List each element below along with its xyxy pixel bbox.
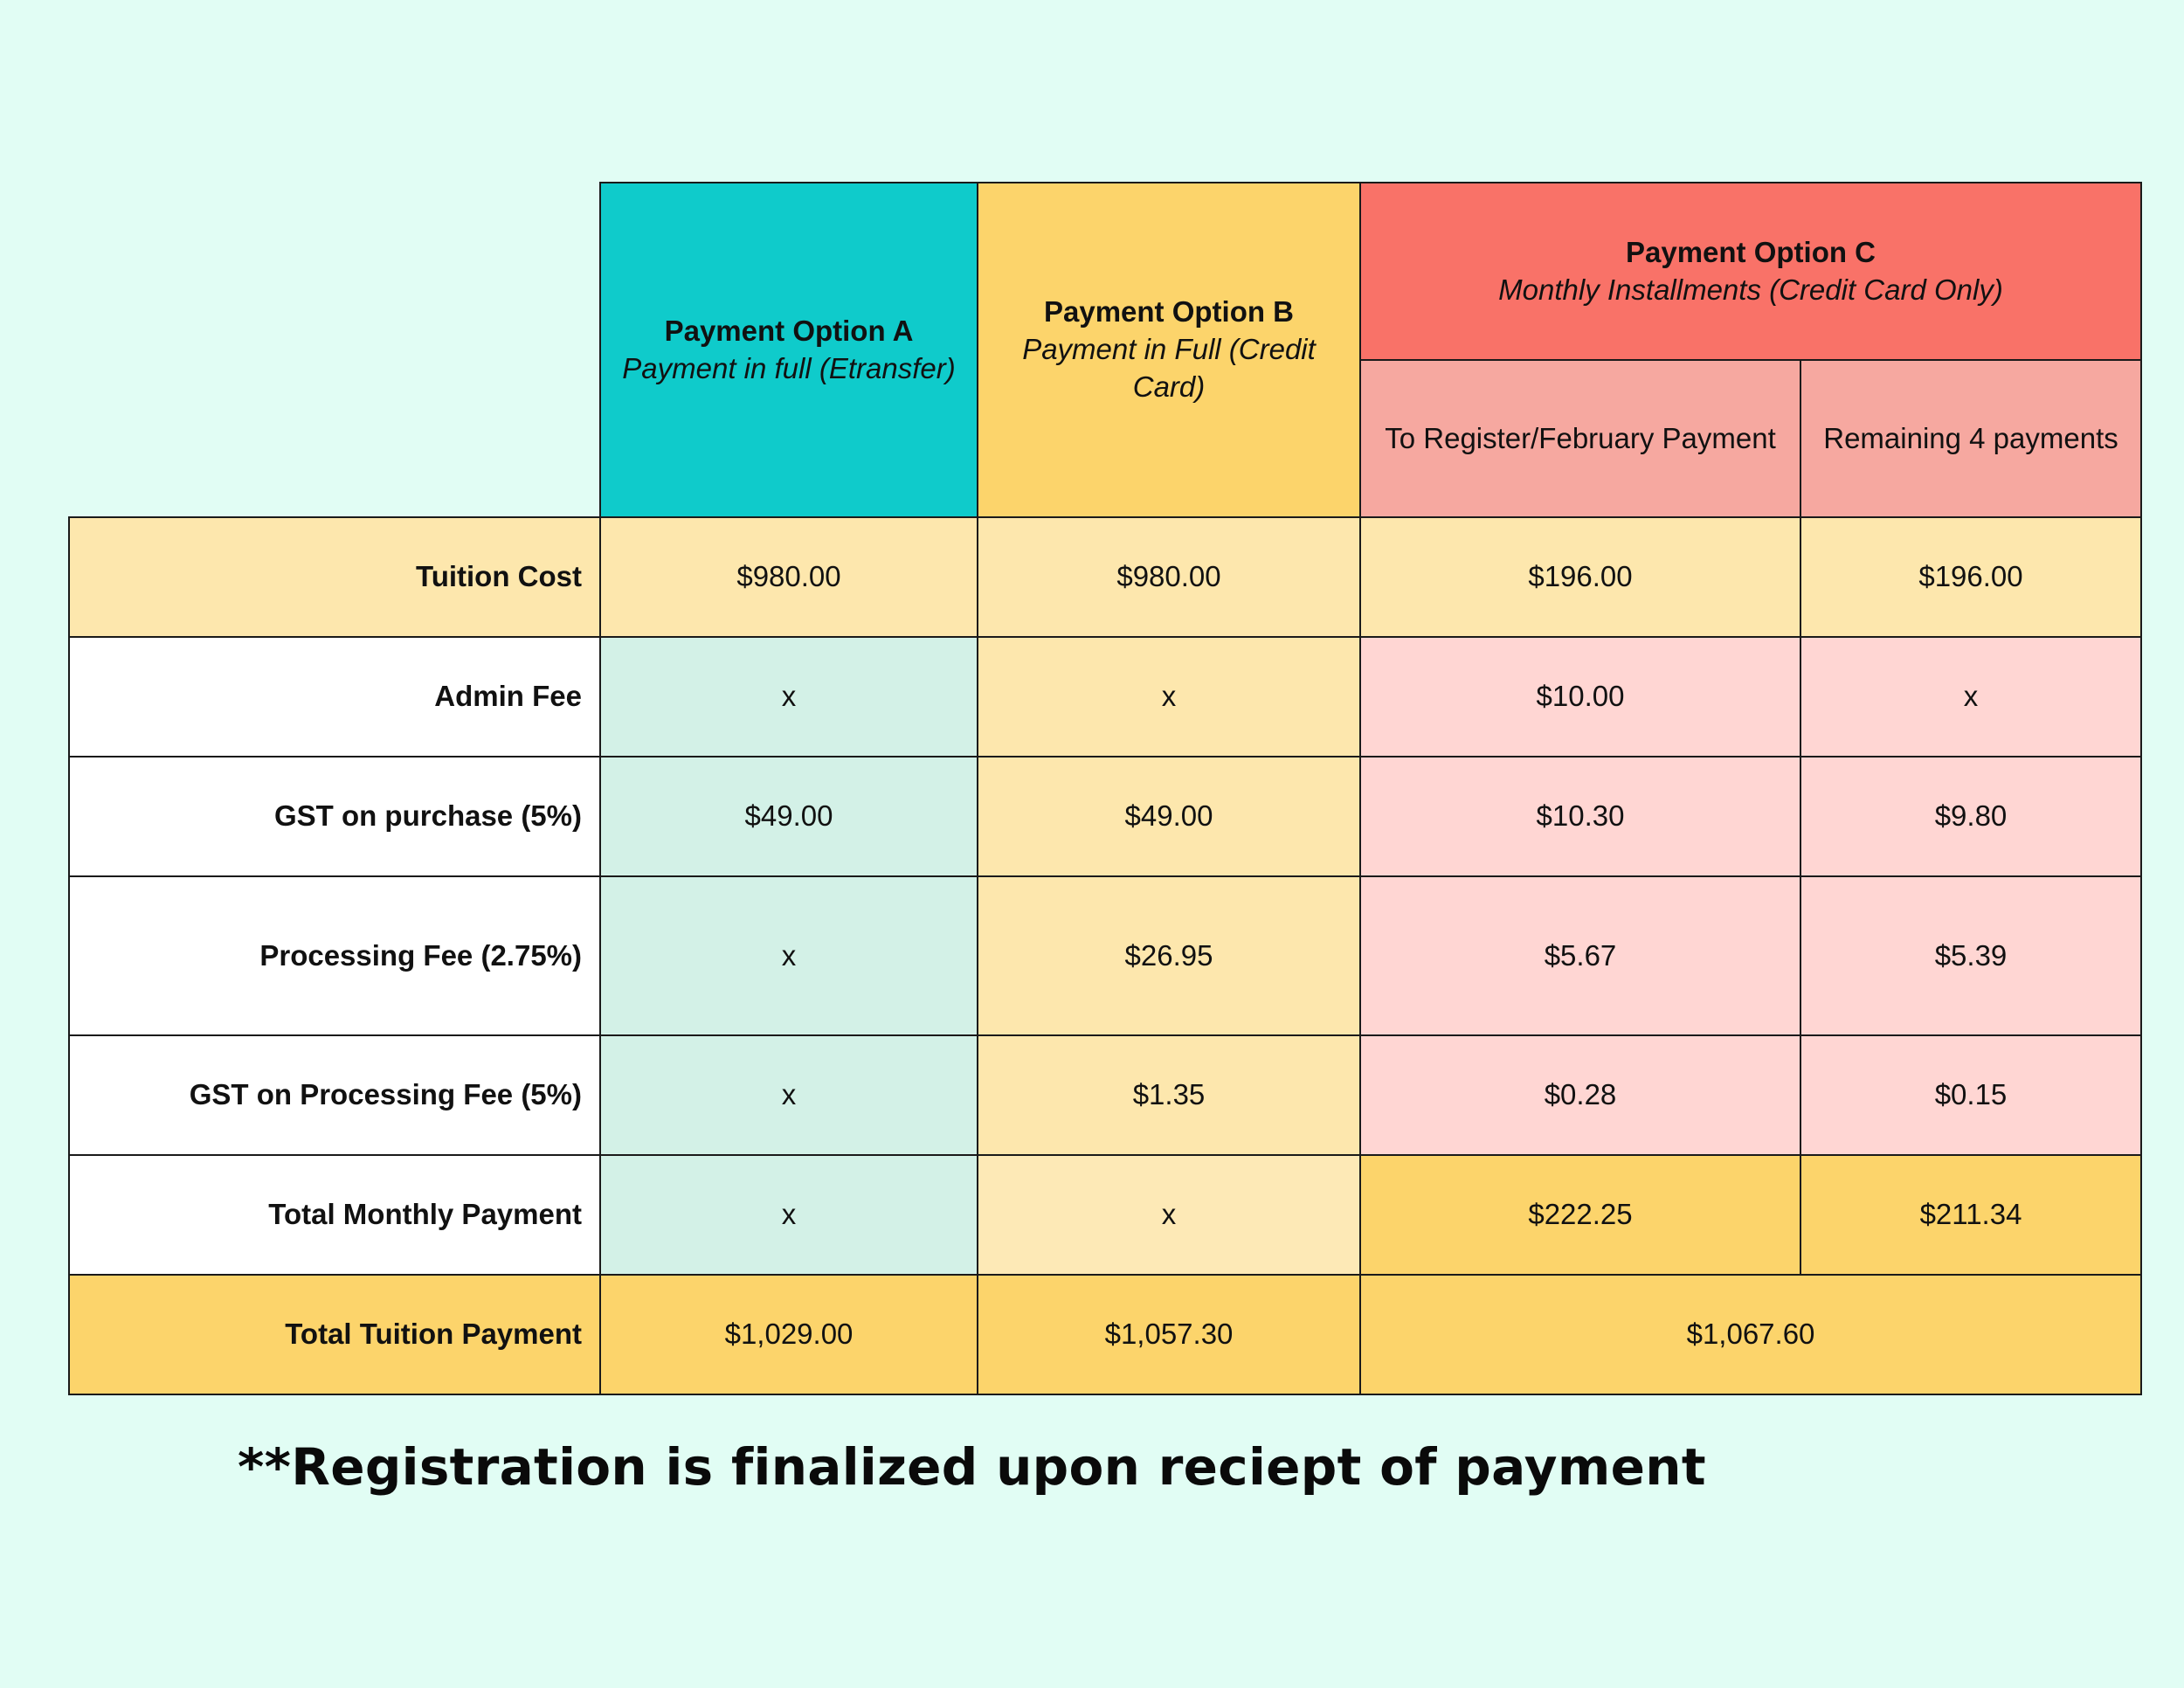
table-cell: x bbox=[978, 1155, 1360, 1275]
table-cell: x bbox=[1800, 637, 2141, 757]
table-row bbox=[69, 757, 2141, 876]
table-cell: $980.00 bbox=[600, 517, 978, 637]
option-a-header bbox=[600, 183, 978, 517]
table-cell: x bbox=[600, 637, 978, 757]
table-row bbox=[69, 1035, 2141, 1155]
option-c-subtitle: Monthly Installments (Credit Card Only) bbox=[1498, 273, 2003, 306]
total-option-a: $1,029.00 bbox=[600, 1275, 978, 1394]
table-cell: $49.00 bbox=[600, 757, 978, 876]
table-cell: x bbox=[600, 1155, 978, 1275]
total-row-label: Total Tuition Payment bbox=[69, 1275, 600, 1394]
total-option-c: $1,067.60 bbox=[1360, 1275, 2141, 1394]
total-option-b: $1,057.30 bbox=[978, 1275, 1360, 1394]
table-cell: $980.00 bbox=[978, 517, 1360, 637]
table-cell: $9.80 bbox=[1800, 757, 2141, 876]
row-label: Total Monthly Payment bbox=[69, 1155, 600, 1275]
table-row bbox=[69, 876, 2141, 1035]
table-cell: $196.00 bbox=[1360, 517, 1800, 637]
table-cell: $0.28 bbox=[1360, 1035, 1800, 1155]
option-b-title: Payment Option B bbox=[1043, 295, 1295, 329]
option-b-subtitle: Payment in Full (Credit Card) bbox=[1022, 333, 1316, 403]
table-cell: $196.00 bbox=[1800, 517, 2141, 637]
option-b-header bbox=[978, 183, 1360, 517]
table-row bbox=[69, 637, 2141, 757]
option-c-remaining-column-header: Remaining 4 payments bbox=[1800, 360, 2141, 517]
table-cell: x bbox=[600, 876, 978, 1035]
empty-corner-cell bbox=[69, 183, 600, 517]
row-label: GST on Processing Fee (5%) bbox=[69, 1035, 600, 1155]
table-cell: $5.67 bbox=[1360, 876, 1800, 1035]
table-cell: $0.15 bbox=[1800, 1035, 2141, 1155]
option-c-title: Payment Option C bbox=[1625, 235, 1876, 268]
row-label: GST on purchase (5%) bbox=[69, 757, 600, 876]
table-cell: $222.25 bbox=[1360, 1155, 1800, 1275]
row-label: Processing Fee (2.75%) bbox=[69, 876, 600, 1035]
table-cell: $1.35 bbox=[978, 1035, 1360, 1155]
option-a-title: Payment Option A bbox=[664, 314, 914, 347]
table-cell: $5.39 bbox=[1800, 876, 2141, 1035]
total-row bbox=[69, 1275, 2141, 1394]
table-row bbox=[69, 1155, 2141, 1275]
table-cell: $10.30 bbox=[1360, 757, 1800, 876]
table-cell: x bbox=[600, 1035, 978, 1155]
row-label: Admin Fee bbox=[69, 637, 600, 757]
table-cell: $49.00 bbox=[978, 757, 1360, 876]
table-cell: $26.95 bbox=[978, 876, 1360, 1035]
registration-footnote: **Registration is finalized upon reciept of payment bbox=[238, 1437, 1706, 1497]
option-c-header bbox=[1360, 183, 2141, 360]
table-cell: x bbox=[978, 637, 1360, 757]
payment-options-table bbox=[68, 182, 2142, 1395]
table-cell: $10.00 bbox=[1360, 637, 1800, 757]
table-row bbox=[69, 517, 2141, 637]
option-c-register-column-header: To Register/February Payment bbox=[1360, 360, 1800, 517]
row-label: Tuition Cost bbox=[69, 517, 600, 637]
option-a-subtitle: Payment in full (Etransfer) bbox=[622, 351, 956, 384]
table-cell: $211.34 bbox=[1800, 1155, 2141, 1275]
